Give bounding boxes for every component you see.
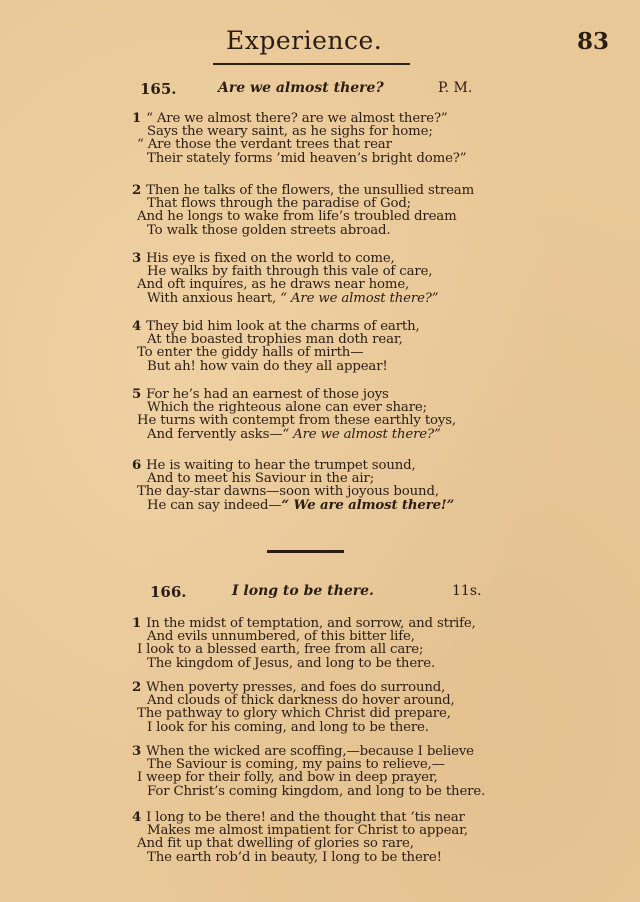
verse-line: And clouds of thick darkness do hover around, — [147, 693, 455, 709]
verse-number: 2 — [132, 680, 142, 695]
verse-line: He can say indeed— — [147, 497, 282, 513]
verse-line: But ah! how vain do they all appear! — [147, 358, 388, 374]
verse-line: In the midst of temptation, and sorrow, and strife, — [146, 616, 476, 631]
verse-line: I weep for their folly, and bow in deep prayer, — [137, 770, 438, 786]
verse-line: I look for his coming, and long to be there. — [147, 719, 429, 735]
verse-line: The day-star dawns—soon with joyous bound, — [137, 484, 439, 500]
hymn-165-stanza-6 — [132, 459, 512, 512]
verse-line: To walk those golden streets abroad. — [147, 222, 391, 238]
hymn-166-stanza-1 — [132, 617, 512, 670]
verse-number: 6 — [132, 458, 142, 473]
verse-line: With anxious heart, — [147, 290, 281, 306]
verse-line: At the boasted trophies man doth rear, — [147, 332, 403, 348]
verse-line: And evils unnumbered, of this bitter life, — [147, 629, 415, 645]
verse-number: 5 — [132, 387, 142, 402]
hymn-number: 165. — [140, 80, 177, 98]
hymn-meter: P. M. — [438, 80, 473, 96]
hymn-meter: 11s. — [452, 583, 482, 599]
hymn-165-stanza-4 — [132, 320, 512, 373]
hymn-165-header — [140, 80, 540, 100]
verse-number: 3 — [132, 251, 142, 266]
verse-line: And he longs to wake from life’s troubled dream — [137, 209, 457, 225]
verse-number: 4 — [132, 319, 142, 334]
verse-line: He walks by faith through this vale of care, — [147, 264, 433, 280]
verse-line: “ Are we almost there? are we almost there?” — [146, 111, 448, 126]
hymn-166-stanza-3 — [132, 745, 512, 798]
verse-line: Their stately forms ’mid heaven’s bright dome?” — [147, 150, 467, 166]
hymn-165-stanza-3 — [132, 252, 512, 305]
title-underline — [213, 63, 410, 65]
verse-number: 1 — [132, 616, 142, 631]
emphasized-refrain: “ Are we almost there?” — [282, 426, 441, 442]
verse-line: And oft inquires, as he draws near home, — [137, 277, 410, 293]
verse-number: 1 — [132, 111, 142, 126]
verse-line: I long to be there! and the thought that ’tis near — [146, 810, 465, 825]
verse-number: 2 — [132, 183, 142, 198]
verse-line: For Christ’s coming kingdom, and long to be there. — [147, 783, 486, 799]
hymn-165-stanza-1 — [132, 112, 512, 165]
hymn-number: 166. — [150, 583, 187, 601]
verse-line: The pathway to glory which Christ did prepare, — [137, 706, 451, 722]
page-number: 83 — [577, 28, 610, 55]
verse-line: And to meet his Saviour in the air; — [147, 471, 375, 487]
verse-line: “ Are those the verdant trees that rear — [137, 137, 392, 153]
hymn-title: I long to be there. — [232, 583, 374, 599]
verse-number: 3 — [132, 744, 142, 759]
verse-line: The earth rob’d in beauty, I long to be there! — [147, 849, 442, 865]
verse-line: He turns with contempt from these earthly toys, — [137, 413, 456, 429]
verse-line: For he’s had an earnest of those joys — [146, 387, 389, 402]
verse-line: To enter the giddy halls of mirth— — [137, 345, 364, 361]
running-head — [0, 24, 640, 64]
emphasized-refrain: “ Are we almost there?” — [280, 290, 439, 306]
verse-line: I look to a blessed earth, free from all care; — [137, 642, 424, 658]
verse-line: The Saviour is coming, my pains to relieve,— — [147, 757, 445, 773]
hymn-166-stanza-4 — [132, 811, 512, 864]
hymn-separator-rule — [267, 550, 344, 553]
verse-line: His eye is fixed on the world to come, — [146, 251, 395, 266]
verse-line: That flows through the paradise of God; — [147, 196, 412, 212]
verse-line: They bid him look at the charms of earth, — [146, 319, 420, 334]
verse-line: He is waiting to hear the trumpet sound, — [146, 458, 416, 473]
hymn-165-stanza-2 — [132, 184, 512, 237]
verse-number: 4 — [132, 810, 142, 825]
emphasized-refrain: “ We are almost there!” — [281, 497, 455, 513]
hymn-165-stanza-5 — [132, 388, 512, 441]
verse-line: Which the righteous alone can ever share; — [147, 400, 427, 416]
verse-line: The kingdom of Jesus, and long to be there. — [147, 655, 436, 671]
verse-line: And fit up that dwelling of glories so rare, — [137, 836, 414, 852]
hymn-166-stanza-2 — [132, 681, 512, 734]
verse-line: Says the weary saint, as he sighs for home; — [147, 124, 433, 140]
section-title: Experience. — [226, 26, 383, 55]
verse-line: When the wicked are scoffing,—because I believe — [146, 744, 474, 759]
verse-line: Makes me almost impatient for Christ to appear, — [147, 823, 468, 839]
verse-line: And fervently asks— — [147, 426, 283, 442]
verse-line: When poverty presses, and foes do surround, — [146, 680, 446, 695]
hymn-title: Are we almost there? — [218, 80, 384, 96]
verse-line: Then he talks of the flowers, the unsullied stream — [146, 183, 475, 198]
hymn-166-header — [150, 583, 550, 603]
